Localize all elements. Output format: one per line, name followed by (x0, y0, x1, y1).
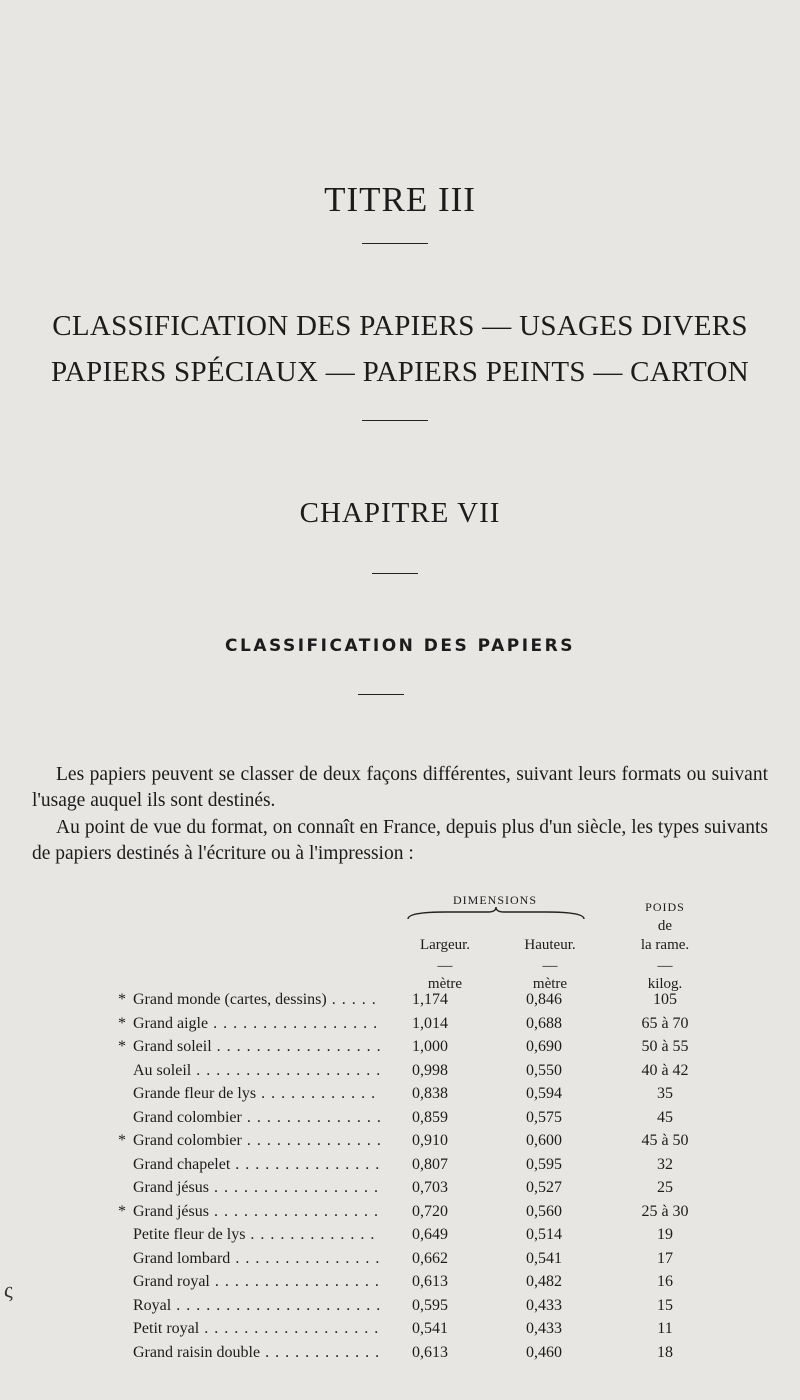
part-subtitle-line1: CLASSIFICATION DES PAPIERS — USAGES DIVERS (52, 310, 748, 342)
unit-hauteur: mètre (532, 976, 568, 992)
divider (362, 420, 428, 421)
unit-largeur: mètre (427, 976, 463, 992)
table-row: * Grand soleil . . . 1,000 0,690 50 à 55 (0, 1035, 800, 1059)
table-row: * Grand jésus . . . 0,720 0,560 25 à 30 (0, 1200, 800, 1224)
paper-format-table (0, 988, 800, 1364)
dash: — (657, 958, 673, 974)
table-row: * Grand colombier . . . 0,910 0,600 45 à 50 (0, 1129, 800, 1153)
table-row: Grand jésus . . . 0,703 0,527 25 (0, 1176, 800, 1200)
hauteur-header: Hauteur. (524, 937, 576, 953)
table-row: Grand lombard . . . 0,662 0,541 17 (0, 1247, 800, 1271)
margin-pencil-mark: ς (4, 1277, 13, 1302)
poids-header: POIDS (645, 900, 685, 914)
dash: — (437, 958, 453, 974)
table-row: Au soleil . . . 0,998 0,550 40 à 42 (0, 1059, 800, 1083)
part-title: TITRE III (324, 180, 476, 219)
table-row: * Grand monde (cartes, dessins) . . . 1,174 0,846 105 (0, 988, 800, 1012)
paragraph-2: Au point de vue du format, on connaît en France, depuis plus d'un siècle, les types suivants de papiers destinés à l'écriture ou à l'impression : (32, 817, 768, 864)
divider (372, 573, 418, 574)
table-row: Royal . . . 0,595 0,433 15 (0, 1294, 800, 1318)
brace-icon (406, 907, 586, 921)
table-row: Grand royal . . . 0,613 0,482 16 (0, 1270, 800, 1294)
rame-header: la rame. (640, 937, 690, 953)
dash: — (542, 958, 558, 974)
table-row: Petit royal . . . 0,541 0,433 11 (0, 1317, 800, 1341)
table-row: Grand raisin double . . . 0,613 0,460 18 (0, 1341, 800, 1365)
paragraph-1: Les papiers peuvent se classer de deux façons différentes, suivant leurs formats ou suivant l'usage auquel ils sont destinés. (32, 764, 768, 811)
table-row: * Grand aigle . . . 1,014 0,688 65 à 70 (0, 1012, 800, 1036)
largeur-header: Largeur. (419, 937, 471, 953)
unit-poids: kilog. (647, 976, 683, 992)
divider (362, 243, 428, 244)
dimensions-header: DIMENSIONS (452, 893, 537, 907)
chapter-title: CHAPITRE VII (299, 497, 501, 529)
part-subtitle-line2: PAPIERS SPÉCIAUX — PAPIERS PEINTS — CARTON (51, 356, 749, 388)
divider (358, 694, 404, 695)
poids-de: de (657, 918, 673, 934)
table-row: Petite fleur de lys . . . 0,649 0,514 19 (0, 1223, 800, 1247)
table-row: Grand colombier . . . 0,859 0,575 45 (0, 1106, 800, 1130)
table-row: Grande fleur de lys . . . 0,838 0,594 35 (0, 1082, 800, 1106)
section-title: CLASSIFICATION DES PAPIERS (225, 636, 575, 656)
table-row: Grand chapelet . . . 0,807 0,595 32 (0, 1153, 800, 1177)
